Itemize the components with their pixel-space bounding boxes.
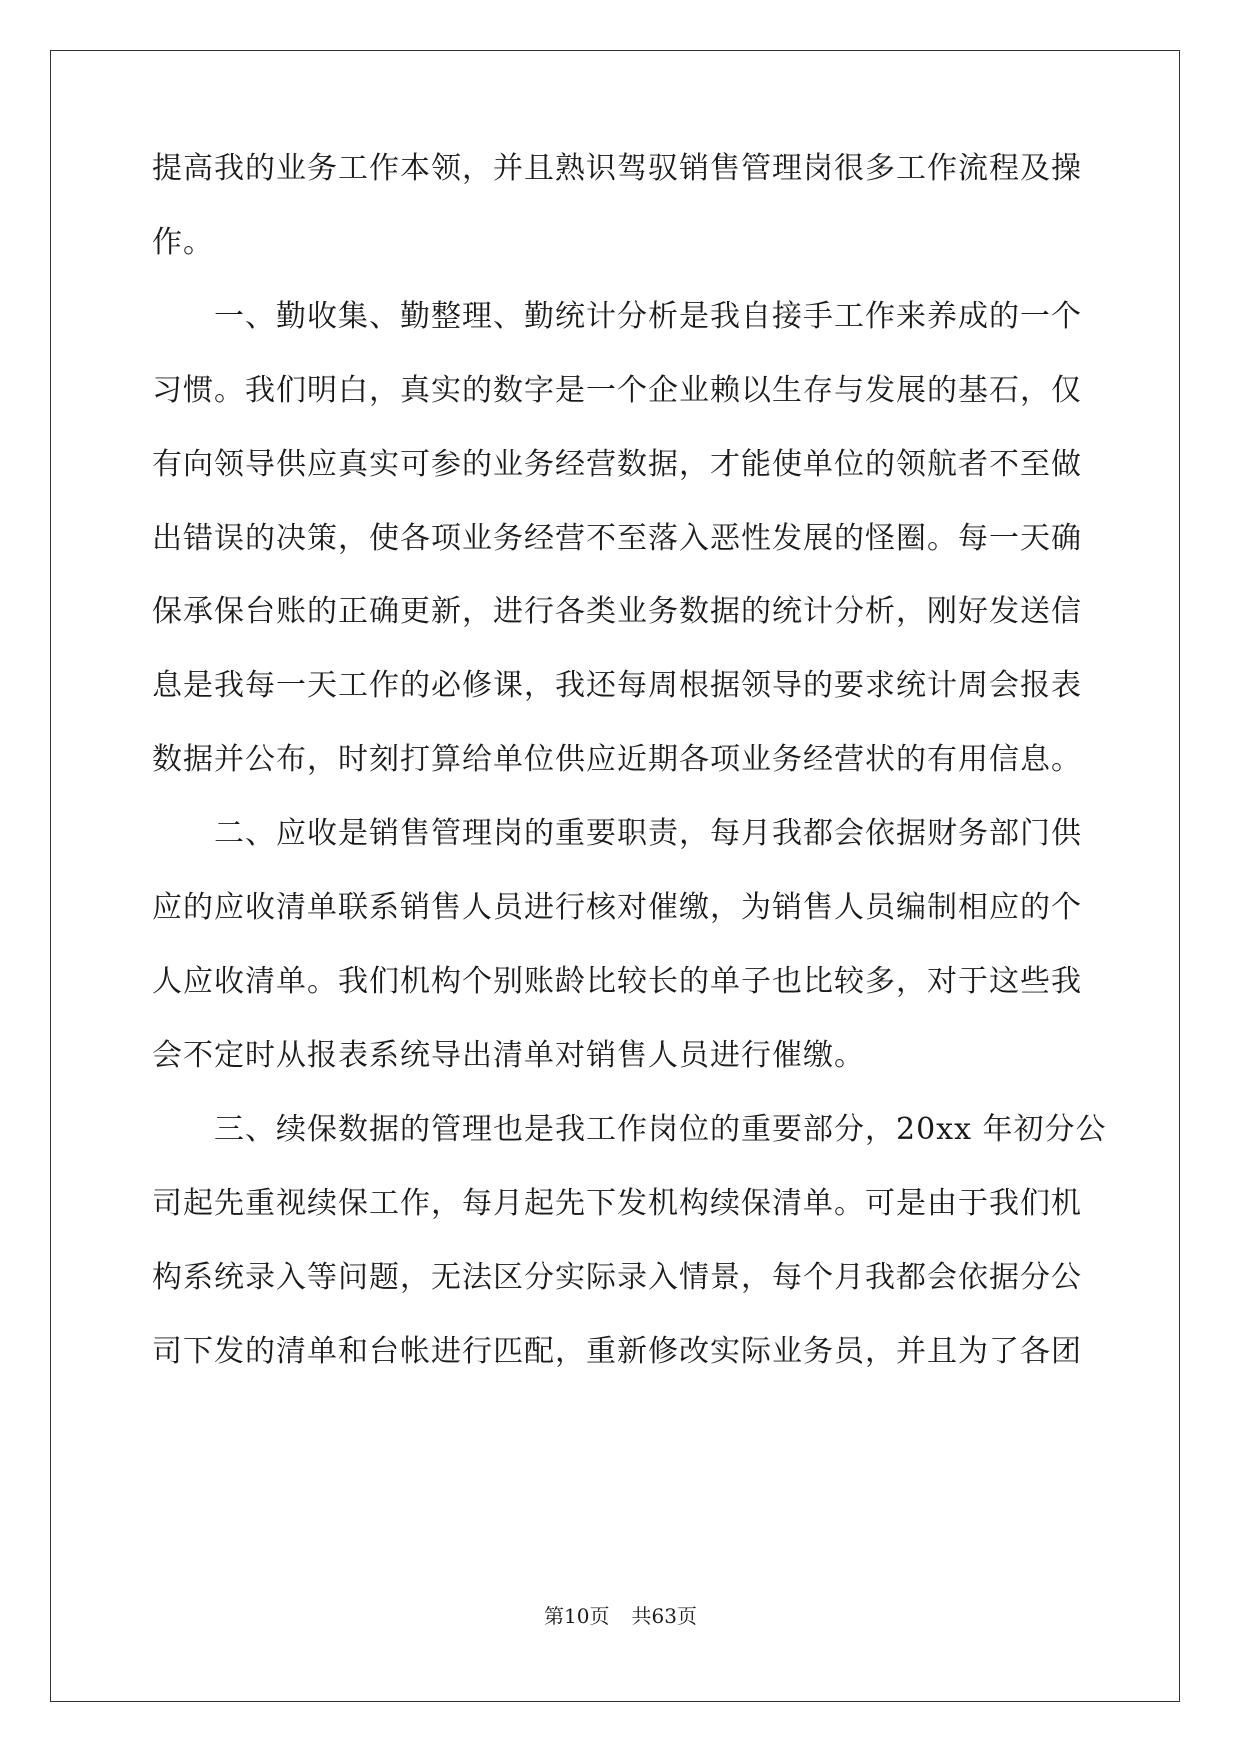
paragraph-line: 二、应收是销售管理岗的重要职责，每月我都会依据财务部门供 [152, 816, 1082, 851]
paragraph-line: 作。 [152, 225, 214, 260]
page-number-current: 第10页 [544, 1604, 610, 1628]
paragraph-line: 有向领导供应真实可参的业务经营数据，才能使单位的领航者不至做 [152, 447, 1082, 482]
paragraph-line: 应的应收清单联系销售人员进行核对催缴，为销售人员编制相应的个 [152, 890, 1082, 925]
page-number-total: 共63页 [631, 1604, 697, 1628]
paragraph-line: 息是我每一天工作的必修课，我还每周根据领导的要求统计周会报表 [152, 668, 1082, 703]
paragraph-line: 保承保台账的正确更新，进行各类业务数据的统计分析，刚好发送信 [152, 594, 1082, 629]
paragraph-line: 三、续保数据的管理也是我工作岗位的重要部分，20xx 年初分公 [152, 1112, 1107, 1147]
paragraph-line: 构系统录入等问题，无法区分实际录入情景，每个月我都会依据分公 [152, 1260, 1082, 1295]
paragraph-line: 数据并公布，时刻打算给单位供应近期各项业务经营状的有用信息。 [152, 742, 1082, 777]
paragraph-line: 提高我的业务工作本领，并且熟识驾驭销售管理岗很多工作流程及操 [152, 151, 1082, 186]
paragraph-line: 人应收清单。我们机构个别账龄比较长的单子也比较多，对于这些我 [152, 964, 1082, 999]
paragraph-line: 司下发的清单和台帐进行匹配，重新修改实际业务员，并且为了各团 [152, 1334, 1082, 1369]
paragraph-line: 习惯。我们明白，真实的数字是一个企业赖以生存与发展的基石，仅 [152, 373, 1082, 408]
paragraph-line: 司起先重视续保工作，每月起先下发机构续保清单。可是由于我们机 [152, 1186, 1082, 1221]
paragraph-line: 一、勤收集、勤整理、勤统计分析是我自接手工作来养成的一个 [152, 299, 1082, 334]
paragraph-line: 出错误的决策，使各项业务经营不至落入恶性发展的怪圈。每一天确 [152, 521, 1082, 556]
paragraph-line: 会不定时从报表系统导出清单对销售人员进行催缴。 [152, 1038, 865, 1073]
page-footer [0, 1602, 1241, 1630]
